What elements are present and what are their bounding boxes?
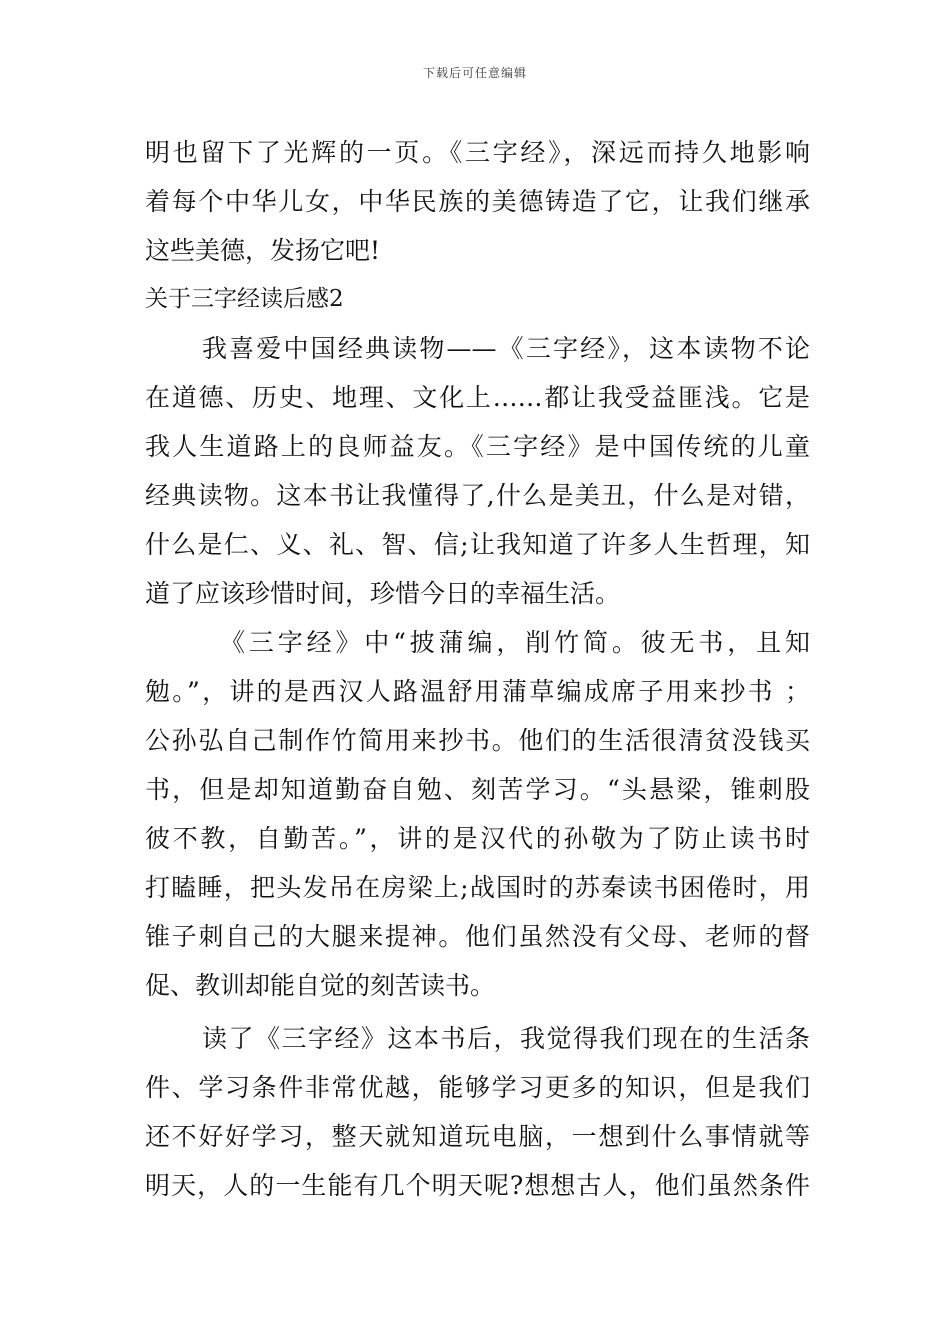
text-line: 我喜爱中国经典读物——《三字经》，这本读物不论	[202, 334, 810, 363]
text-line: 打瞌睡，把头发吊在房梁上;战国时的苏秦读书困倦时，用	[145, 873, 810, 902]
text-line: 锥子刺自己的大腿来提神。他们虽然没有父母、老师的督	[145, 922, 810, 951]
text-line: 在道德、历史、地理、文化上……都让我受益匪浅。它是	[145, 383, 810, 412]
document-body	[145, 128, 810, 1210]
text-line: 道了应该珍惜时间，珍惜今日的幸福生活。	[145, 579, 621, 608]
text-line: 件、学习条件非常优越，能够学习更多的知识，但是我们	[145, 1073, 810, 1102]
text-line: 明也留下了光辉的一页。《三字经》，深远而持久地影响	[145, 138, 810, 167]
section-title: 关于三字经读后感2	[145, 286, 344, 312]
text-line: 什么是仁、义、礼、智、信;让我知道了许多人生哲理，知	[145, 530, 810, 559]
text-line: 着每个中华儿女，中华民族的美德铸造了它，让我们继承	[145, 187, 810, 216]
text-line: 彼不教，自勤苦。”，讲的是汉代的孙敬为了防止读书时	[145, 824, 810, 853]
text-line: 我人生道路上的良师益友。《三字经》是中国传统的儿童	[145, 432, 810, 461]
text-line: 这些美德，发扬它吧!	[145, 236, 381, 265]
text-line: 经典读物。这本书让我懂得了,什么是美丑，什么是对错，	[145, 481, 810, 510]
paragraph-2	[145, 618, 810, 1010]
paragraph-1	[145, 324, 810, 618]
text-line: 促、教训却能自觉的刻苦读书。	[145, 971, 496, 1000]
paragraph-3	[145, 1014, 810, 1210]
text-line: 勉。”，讲的是西汉人路温舒用蒲草编成席子用来抄书 ；	[145, 677, 810, 706]
text-line: 《三字经》中“披蒲编，削竹简。彼无书，且知	[220, 628, 810, 657]
page-header: 下载后可任意编辑	[422, 66, 527, 80]
text-line: 公孙弘自己制作竹简用来抄书。他们的生活很清贫没钱买	[145, 726, 810, 755]
intro-paragraph	[145, 128, 810, 275]
text-line: 书，但是却知道勤奋自勉、刻苦学习。“头悬梁，锥刺股	[145, 775, 810, 804]
text-line: 明天，人的一生能有几个明天呢?想想古人，他们虽然条件	[145, 1171, 810, 1200]
text-line: 读了《三字经》这本书后，我觉得我们现在的生活条	[202, 1024, 810, 1053]
text-line: 还不好好学习，整天就知道玩电脑，一想到什么事情就等	[145, 1122, 810, 1151]
